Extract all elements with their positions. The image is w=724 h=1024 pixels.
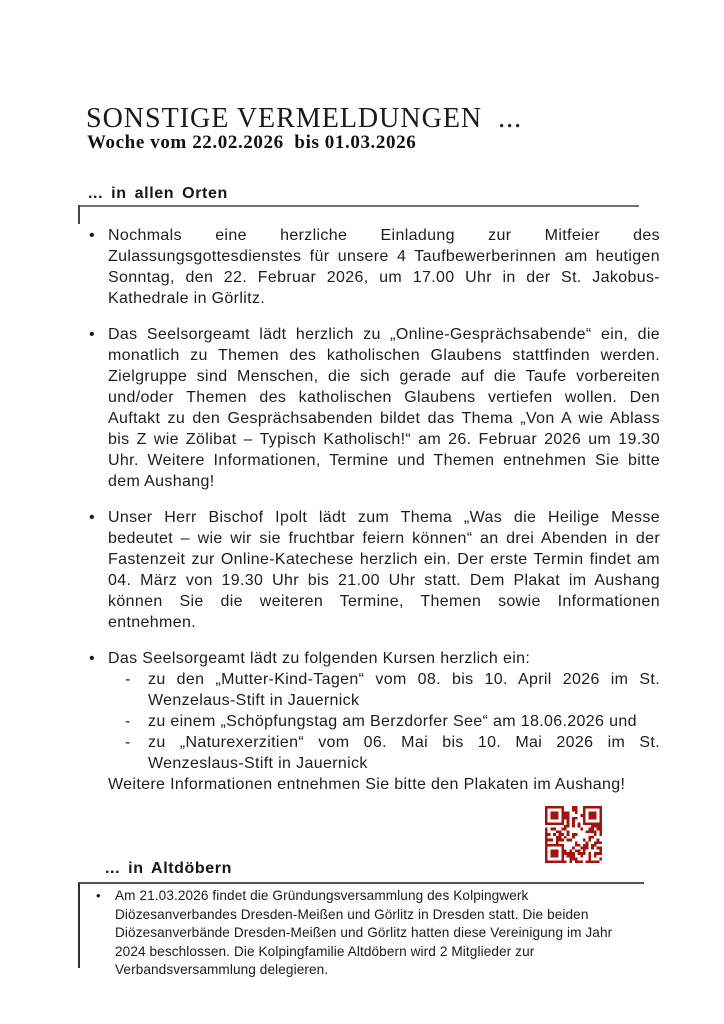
- qr-code-image: [545, 806, 602, 863]
- list-item-outro: Weitere Informationen entnehmen Sie bitte den Plakaten im Aushang!: [108, 776, 626, 793]
- textbox-left-border-tick: [78, 205, 80, 224]
- altdoebern-textbox: [78, 882, 644, 978]
- list-item: • Das Seelsorgeamt lädt herzlich zu „Online-Gesprächsabende“ ein, die monatlich zu Themen des katholischen Glaubens stattfinden werden. Zielgruppe sind Menschen, die sich gerade auf die Taufe vorbereiten und/oder Themen des katholischen Glaubens vertiefen wollen. Den Auftakt zu den Gesprächsabenden bildet das Thema „Von A wie Ablass bis Z wie Zölibat – Typisch Katholisch!“ am 26. Februar 2026 um 19.30 Uhr. Weitere Informationen, Termine und Themen entnehmen Sie bitte dem Aushang!: [88, 324, 660, 492]
- altdoebern-list: [80, 884, 644, 980]
- section-heading-allen-orten: ... in allen Orten: [88, 185, 228, 202]
- list-item: • Am 21.03.2026 findet die Gründungsversammlung des Kolpingwerk Diözesanverbandes Dresden-Meißen und Görlitz in Dresden statt. Die beiden Diözesanverbände Dresden-Meißen und Görlitz hatten diese Vereinigung im Jahr 2024 beschlossen. Die Kolpingfamilie Altdöbern wird 2 Mitglieder zur Verbandsversammlung delegieren.: [80, 887, 644, 980]
- sublist-item: - zu den „Mutter-Kind-Tagen“ vom 08. bis 10. April 2026 im St. Wenzelaus-Stift in Jauernick: [125, 669, 660, 711]
- list-item: [88, 648, 660, 795]
- list-item-intro: • Das Seelsorgeamt lädt zu folgenden Kursen herzlich ein:: [108, 650, 531, 667]
- list-item: • Unser Herr Bischof Ipolt lädt zum Thema „Was die Heilige Messe bedeutet – wie wir sie fruchtbar feiern können“ an drei Abenden in der Fastenzeit zur Online-Katechese herzlich ein. Der erste Termin findet am 04. März von 19.30 Uhr bis 21.00 Uhr statt. Dem Plakat im Aushang können Sie die weiteren Termine, Themen sowie Informationen entnehmen.: [88, 507, 660, 633]
- section-heading-altdoebern: ... in Altdöbern: [105, 860, 232, 877]
- course-sublist: [125, 669, 660, 774]
- sublist-item: - zu „Naturexerzitien“ vom 06. Mai bis 10. Mai 2026 im St. Wenzeslaus-Stift in Jauernick: [125, 732, 660, 774]
- sublist-item: - zu einem „Schöpfungstag am Berzdorfer See“ am 18.06.2026 und: [125, 711, 660, 732]
- section-divider-line: [78, 205, 639, 207]
- announcement-list: [88, 225, 660, 810]
- page-title: SONSTIGE VERMELDUNGEN ...: [86, 102, 523, 134]
- week-range: Woche vom 22.02.2026 bis 01.03.2026: [87, 132, 417, 153]
- list-item: • Nochmals eine herzliche Einladung zur Mitfeier des Zulassungsgottesdienstes für unsere 4 Taufbewerberinnen am heutigen Sonntag, den 22. Februar 2026, um 17.00 Uhr in der St. Jakobus-Kathedrale in Görlitz.: [88, 225, 660, 309]
